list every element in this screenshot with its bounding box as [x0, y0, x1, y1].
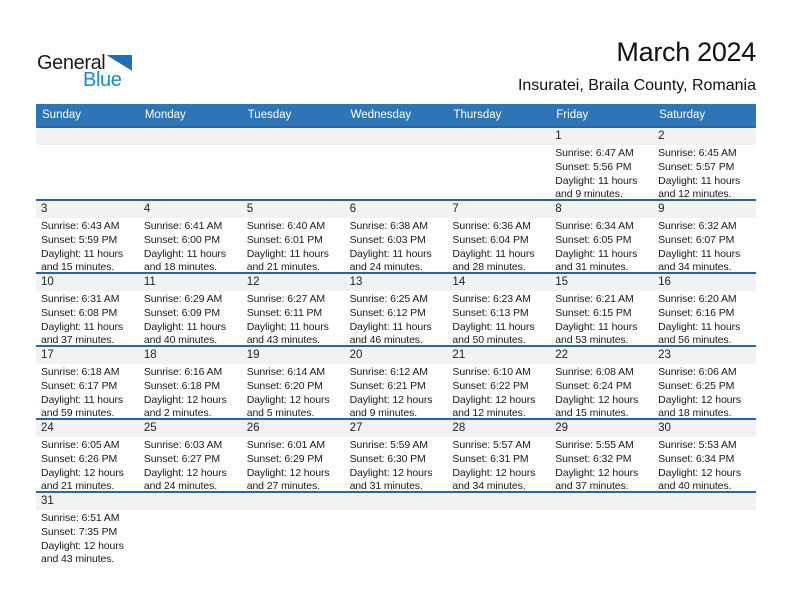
daylight-hours-text: Daylight: 11 hours: [452, 247, 535, 260]
sunset-text: Sunset: 6:34 PM: [658, 452, 735, 465]
sunset-text: Sunset: 5:56 PM: [555, 160, 632, 173]
day-cell-24: [36, 420, 139, 491]
sunset-text: Sunset: 6:16 PM: [658, 306, 735, 319]
sunrise-text: Sunrise: 6:23 AM: [452, 293, 531, 305]
daylight-minutes-text: and 12 minutes.: [452, 407, 526, 418]
sunset-text: Sunset: 6:30 PM: [349, 452, 426, 465]
weekday-header-row: [36, 104, 756, 126]
week-row: [36, 491, 756, 564]
day-details: [550, 364, 653, 418]
day-number: [447, 128, 550, 145]
daylight-hours-text: Daylight: 11 hours: [452, 320, 535, 333]
day-details: [653, 218, 756, 272]
week-row: [36, 272, 756, 345]
day-cell-31: [36, 493, 139, 564]
daylight-hours-text: Daylight: 12 hours: [555, 393, 639, 406]
sunset-text: Sunset: 6:25 PM: [658, 379, 735, 392]
month-title: March 2024: [616, 37, 756, 67]
sunset-text: Sunset: 7:35 PM: [41, 525, 118, 538]
day-number: [242, 493, 345, 510]
day-number: 29: [550, 420, 653, 437]
sunset-text: Sunset: 6:32 PM: [555, 452, 632, 465]
daylight-minutes-text: and 43 minutes.: [41, 553, 115, 564]
daylight-minutes-text: and 12 minutes.: [658, 188, 732, 199]
daylight-minutes-text: and 31 minutes.: [555, 261, 629, 272]
day-cell-4: [139, 201, 242, 272]
sunset-text: Sunset: 5:57 PM: [658, 160, 735, 173]
day-details: [242, 291, 345, 345]
sunset-text: Sunset: 6:22 PM: [452, 379, 529, 392]
day-number: 15: [550, 274, 653, 291]
sunrise-text: Sunrise: 6:36 AM: [452, 220, 531, 232]
day-number: 24: [36, 420, 139, 437]
daylight-minutes-text: and 53 minutes.: [555, 334, 629, 345]
day-details: [653, 145, 756, 199]
day-cell-13: [345, 274, 448, 345]
day-cell-10: [36, 274, 139, 345]
day-details: [447, 364, 550, 418]
daylight-hours-text: Daylight: 11 hours: [41, 393, 124, 406]
sunset-text: Sunset: 6:15 PM: [555, 306, 632, 319]
daylight-minutes-text: and 21 minutes.: [246, 261, 320, 272]
day-details: [447, 437, 550, 491]
sunset-text: Sunset: 6:07 PM: [658, 233, 735, 246]
day-number: 7: [447, 201, 550, 218]
day-cell-29: [550, 420, 653, 491]
day-details: [345, 218, 448, 272]
daylight-minutes-text: and 37 minutes.: [555, 480, 629, 491]
day-cell-17: [36, 347, 139, 418]
day-cell-27: [345, 420, 448, 491]
day-number: 3: [36, 201, 139, 218]
day-cell-empty: [242, 493, 345, 564]
sunrise-text: Sunrise: 6:29 AM: [143, 293, 223, 305]
sunset-text: Sunset: 6:31 PM: [452, 452, 529, 465]
day-number: 5: [242, 201, 345, 218]
day-number: 2: [653, 128, 756, 145]
day-number: 20: [345, 347, 448, 364]
day-details: [653, 437, 756, 491]
daylight-minutes-text: and 2 minutes.: [143, 407, 212, 418]
sunrise-text: Sunrise: 6:03 AM: [143, 439, 223, 451]
daylight-hours-text: Daylight: 11 hours: [349, 320, 432, 333]
day-number: [139, 128, 242, 145]
day-number: 31: [36, 493, 139, 510]
daylight-hours-text: Daylight: 11 hours: [658, 247, 741, 260]
daylight-hours-text: Daylight: 11 hours: [143, 247, 226, 260]
sunset-text: Sunset: 6:13 PM: [452, 306, 529, 319]
sunrise-text: Sunrise: 5:59 AM: [349, 439, 428, 451]
sunrise-text: Sunrise: 5:53 AM: [658, 439, 737, 451]
day-cell-5: [242, 201, 345, 272]
day-cell-empty: [242, 128, 345, 199]
day-details: [550, 291, 653, 345]
weekday-header-thursday: Thursday: [453, 109, 502, 121]
day-number: 13: [345, 274, 448, 291]
sunrise-text: Sunrise: 6:05 AM: [41, 439, 120, 451]
day-details: [242, 437, 345, 491]
sunrise-text: Sunrise: 6:38 AM: [349, 220, 428, 232]
sunset-text: Sunset: 6:12 PM: [349, 306, 426, 319]
daylight-hours-text: Daylight: 12 hours: [143, 393, 227, 406]
daylight-minutes-text: and 5 minutes.: [246, 407, 315, 418]
day-cell-20: [345, 347, 448, 418]
day-number: [653, 493, 756, 510]
day-cell-28: [447, 420, 550, 491]
sunrise-text: Sunrise: 6:12 AM: [349, 366, 428, 378]
day-cell-empty: [447, 128, 550, 199]
weekday-header-saturday: Saturday: [659, 109, 706, 121]
sunset-text: Sunset: 6:05 PM: [555, 233, 632, 246]
day-number: 8: [550, 201, 653, 218]
day-details: [550, 145, 653, 199]
daylight-minutes-text: and 21 minutes.: [41, 480, 115, 491]
day-number: 1: [550, 128, 653, 145]
sunset-text: Sunset: 6:27 PM: [143, 452, 220, 465]
sunrise-text: Sunrise: 6:01 AM: [246, 439, 326, 451]
day-cell-3: [36, 201, 139, 272]
title-block: [518, 36, 756, 95]
day-cell-empty: [139, 128, 242, 199]
day-number: 25: [139, 420, 242, 437]
day-number: 9: [653, 201, 756, 218]
sunrise-text: Sunrise: 6:41 AM: [143, 220, 223, 232]
daylight-minutes-text: and 34 minutes.: [658, 261, 732, 272]
daylight-hours-text: Daylight: 12 hours: [41, 466, 124, 479]
sunrise-text: Sunrise: 5:57 AM: [452, 439, 531, 451]
sunrise-text: Sunrise: 6:10 AM: [452, 366, 531, 378]
day-cell-21: [447, 347, 550, 418]
day-cell-1: [550, 128, 653, 199]
day-number: [242, 128, 345, 145]
sunset-text: Sunset: 6:18 PM: [143, 379, 220, 392]
day-number: [345, 493, 448, 510]
daylight-minutes-text: and 27 minutes.: [246, 480, 320, 491]
day-cell-11: [139, 274, 242, 345]
daylight-minutes-text: and 43 minutes.: [246, 334, 320, 345]
daylight-hours-text: Daylight: 12 hours: [658, 466, 741, 479]
day-cell-empty: [345, 493, 448, 564]
sunrise-text: Sunrise: 6:21 AM: [555, 293, 634, 305]
sunrise-text: Sunrise: 6:40 AM: [246, 220, 326, 232]
day-cell-7: [447, 201, 550, 272]
daylight-hours-text: Daylight: 12 hours: [41, 539, 124, 552]
sunset-text: Sunset: 5:59 PM: [41, 233, 118, 246]
daylight-minutes-text: and 56 minutes.: [658, 334, 732, 345]
day-details: [653, 364, 756, 418]
day-details: [653, 291, 756, 345]
daylight-hours-text: Daylight: 11 hours: [143, 320, 226, 333]
day-details: [36, 218, 139, 272]
day-cell-19: [242, 347, 345, 418]
sunrise-text: Sunrise: 6:27 AM: [246, 293, 326, 305]
daylight-hours-text: Daylight: 11 hours: [658, 174, 741, 187]
daylight-hours-text: Daylight: 12 hours: [452, 466, 536, 479]
sunrise-text: Sunrise: 6:45 AM: [658, 147, 737, 159]
sunrise-text: Sunrise: 6:18 AM: [41, 366, 120, 378]
daylight-minutes-text: and 34 minutes.: [452, 480, 526, 491]
day-number: 10: [36, 274, 139, 291]
logo-text-blue: Blue: [83, 69, 122, 91]
daylight-minutes-text: and 24 minutes.: [143, 480, 218, 491]
daylight-hours-text: Daylight: 12 hours: [246, 393, 330, 406]
day-number: 12: [242, 274, 345, 291]
sunrise-text: Sunrise: 6:32 AM: [658, 220, 737, 232]
daylight-hours-text: Daylight: 11 hours: [41, 247, 124, 260]
sunset-text: Sunset: 6:20 PM: [246, 379, 323, 392]
day-number: [447, 493, 550, 510]
day-cell-30: [653, 420, 756, 491]
sunset-text: Sunset: 6:04 PM: [452, 233, 529, 246]
weekday-header-monday: Monday: [144, 109, 186, 121]
day-number: 11: [139, 274, 242, 291]
day-cell-12: [242, 274, 345, 345]
day-cell-8: [550, 201, 653, 272]
day-cell-empty: [653, 493, 756, 564]
daylight-minutes-text: and 46 minutes.: [349, 334, 423, 345]
daylight-minutes-text: and 18 minutes.: [658, 407, 732, 418]
week-row: [36, 199, 756, 272]
daylight-hours-text: Daylight: 11 hours: [349, 247, 432, 260]
daylight-hours-text: Daylight: 12 hours: [349, 393, 433, 406]
day-details: [242, 364, 345, 418]
daylight-hours-text: Daylight: 11 hours: [246, 247, 329, 260]
day-details: [139, 437, 242, 491]
day-number: 27: [345, 420, 448, 437]
daylight-minutes-text: and 9 minutes.: [349, 407, 418, 418]
day-details: [550, 437, 653, 491]
day-cell-empty: [139, 493, 242, 564]
sunset-text: Sunset: 6:09 PM: [143, 306, 220, 319]
sunset-text: Sunset: 6:11 PM: [246, 306, 323, 319]
sunset-text: Sunset: 6:26 PM: [41, 452, 118, 465]
day-number: 6: [345, 201, 448, 218]
sunrise-text: Sunrise: 6:31 AM: [41, 293, 120, 305]
day-number: 16: [653, 274, 756, 291]
logo-text-general: General: [37, 52, 106, 74]
day-details: [242, 218, 345, 272]
week-row: [36, 418, 756, 491]
sunrise-text: Sunrise: 5:55 AM: [555, 439, 634, 451]
sunrise-text: Sunrise: 6:43 AM: [41, 220, 120, 232]
day-number: 18: [139, 347, 242, 364]
sunset-text: Sunset: 6:01 PM: [246, 233, 323, 246]
day-cell-9: [653, 201, 756, 272]
sunset-text: Sunset: 6:08 PM: [41, 306, 118, 319]
day-details: [139, 291, 242, 345]
daylight-minutes-text: and 40 minutes.: [658, 480, 732, 491]
day-number: 26: [242, 420, 345, 437]
sunset-text: Sunset: 6:17 PM: [41, 379, 118, 392]
sunrise-text: Sunrise: 6:16 AM: [143, 366, 223, 378]
daylight-hours-text: Daylight: 12 hours: [555, 466, 639, 479]
day-details: [36, 510, 139, 564]
daylight-hours-text: Daylight: 11 hours: [658, 320, 741, 333]
daylight-hours-text: Daylight: 12 hours: [143, 466, 227, 479]
day-details: [550, 218, 653, 272]
day-number: 21: [447, 347, 550, 364]
sunrise-text: Sunrise: 6:06 AM: [658, 366, 737, 378]
general-blue-logo: [37, 53, 132, 90]
day-details: [36, 291, 139, 345]
daylight-minutes-text: and 59 minutes.: [41, 407, 115, 418]
week-row: [36, 345, 756, 418]
daylight-minutes-text: and 31 minutes.: [349, 480, 423, 491]
day-cell-6: [345, 201, 448, 272]
day-cell-15: [550, 274, 653, 345]
day-cell-22: [550, 347, 653, 418]
daylight-hours-text: Daylight: 12 hours: [246, 466, 330, 479]
daylight-hours-text: Daylight: 12 hours: [349, 466, 433, 479]
day-details: [447, 291, 550, 345]
daylight-minutes-text: and 24 minutes.: [349, 261, 423, 272]
day-cell-18: [139, 347, 242, 418]
sunrise-text: Sunrise: 6:51 AM: [41, 512, 120, 524]
daylight-hours-text: Daylight: 12 hours: [658, 393, 741, 406]
week-row: [36, 126, 756, 199]
location-subtitle: Insuratei, Braila County, Romania: [517, 77, 756, 94]
weekday-header-tuesday: Tuesday: [247, 109, 292, 121]
daylight-hours-text: Daylight: 12 hours: [452, 393, 536, 406]
sunrise-text: Sunrise: 6:25 AM: [349, 293, 428, 305]
day-details: [345, 364, 448, 418]
weekday-header-friday: Friday: [556, 109, 589, 121]
day-cell-empty: [550, 493, 653, 564]
day-cell-empty: [447, 493, 550, 564]
sunrise-text: Sunrise: 6:47 AM: [555, 147, 634, 159]
day-number: [345, 128, 448, 145]
day-number: [550, 493, 653, 510]
sunset-text: Sunset: 6:21 PM: [349, 379, 426, 392]
day-details: [36, 437, 139, 491]
daylight-minutes-text: and 15 minutes.: [41, 261, 115, 272]
day-number: 30: [653, 420, 756, 437]
day-number: 23: [653, 347, 756, 364]
sunset-text: Sunset: 6:03 PM: [349, 233, 426, 246]
day-details: [36, 364, 139, 418]
day-number: 22: [550, 347, 653, 364]
daylight-minutes-text: and 40 minutes.: [143, 334, 218, 345]
calendar-table: [36, 104, 756, 564]
daylight-hours-text: Daylight: 11 hours: [246, 320, 329, 333]
day-cell-empty: [345, 128, 448, 199]
daylight-minutes-text: and 50 minutes.: [452, 334, 526, 345]
weekday-header-sunday: Sunday: [42, 109, 82, 121]
sunrise-text: Sunrise: 6:14 AM: [246, 366, 326, 378]
day-cell-23: [653, 347, 756, 418]
day-details: [139, 364, 242, 418]
day-cell-14: [447, 274, 550, 345]
sunrise-text: Sunrise: 6:34 AM: [555, 220, 634, 232]
day-cell-2: [653, 128, 756, 199]
daylight-minutes-text: and 37 minutes.: [41, 334, 115, 345]
daylight-minutes-text: and 9 minutes.: [555, 188, 623, 199]
day-number: 28: [447, 420, 550, 437]
day-number: [139, 493, 242, 510]
day-cell-26: [242, 420, 345, 491]
day-number: [36, 128, 139, 145]
daylight-hours-text: Daylight: 11 hours: [555, 174, 638, 187]
daylight-minutes-text: and 18 minutes.: [143, 261, 218, 272]
daylight-minutes-text: and 15 minutes.: [555, 407, 629, 418]
calendar-weeks: [36, 126, 756, 564]
day-details: [139, 218, 242, 272]
sunrise-text: Sunrise: 6:20 AM: [658, 293, 737, 305]
day-details: [345, 437, 448, 491]
day-cell-16: [653, 274, 756, 345]
day-number: 14: [447, 274, 550, 291]
day-number: 19: [242, 347, 345, 364]
daylight-hours-text: Daylight: 11 hours: [555, 320, 638, 333]
day-details: [345, 291, 448, 345]
sunrise-text: Sunrise: 6:08 AM: [555, 366, 634, 378]
daylight-hours-text: Daylight: 11 hours: [41, 320, 124, 333]
sunset-text: Sunset: 6:29 PM: [246, 452, 323, 465]
day-cell-25: [139, 420, 242, 491]
daylight-minutes-text: and 28 minutes.: [452, 261, 526, 272]
weekday-header-wednesday: Wednesday: [350, 109, 412, 121]
day-details: [447, 218, 550, 272]
day-cell-empty: [36, 128, 139, 199]
sunset-text: Sunset: 6:00 PM: [143, 233, 220, 246]
daylight-hours-text: Daylight: 11 hours: [555, 247, 638, 260]
day-number: 17: [36, 347, 139, 364]
sunset-text: Sunset: 6:24 PM: [555, 379, 632, 392]
day-number: 4: [139, 201, 242, 218]
